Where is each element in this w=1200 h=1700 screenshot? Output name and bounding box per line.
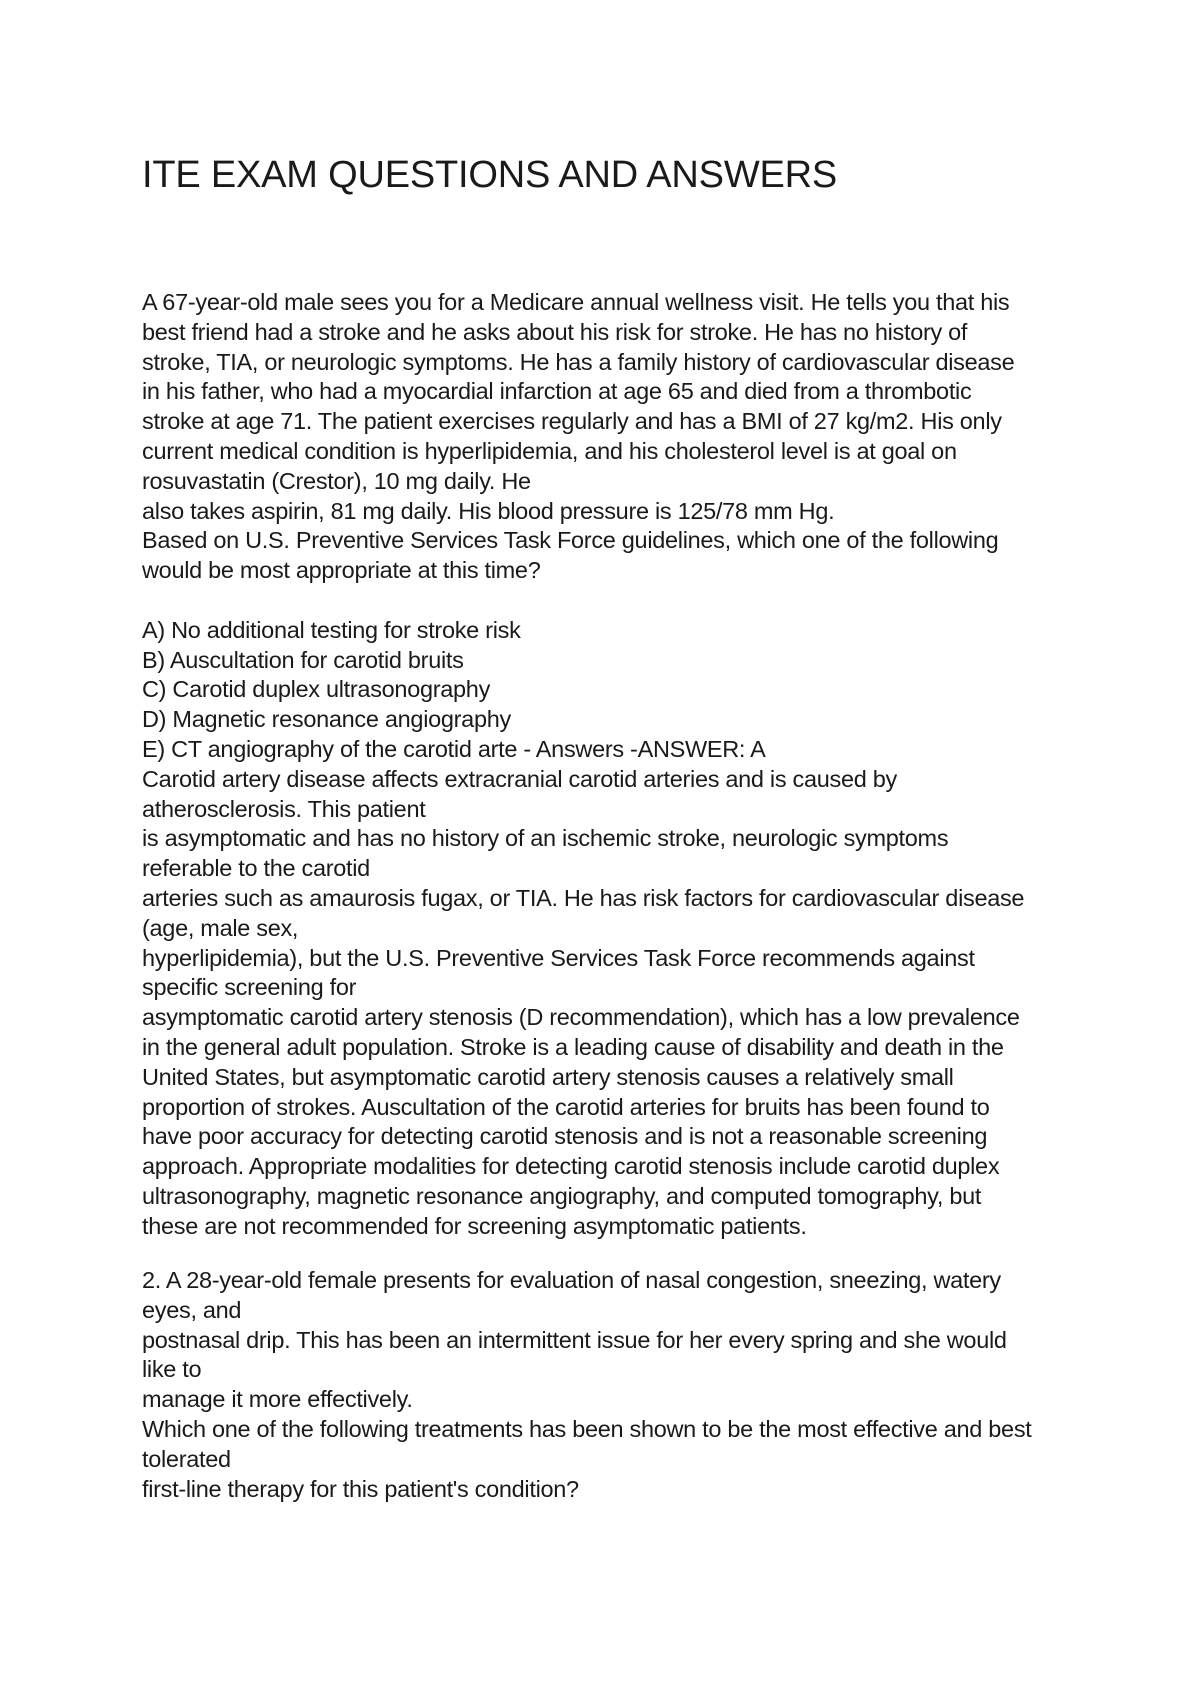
text-line: also takes aspirin, 81 mg daily. His blood pressure is 125/78 mm Hg. (142, 497, 835, 524)
text-line: Which one of the following treatments has been shown to be the most effective and best (142, 1415, 1032, 1442)
question-1-explanation (142, 765, 1082, 1242)
text-line: eyes, and (142, 1296, 242, 1323)
text-line: arteries such as amaurosis fugax, or TIA. He has risk factors for cardiovascular disease (142, 884, 1025, 911)
answer-option-e: E) CT angiography of the carotid arte - Answers -ANSWER: A (142, 735, 766, 762)
answer-option-c: C) Carotid duplex ultrasonography (142, 676, 491, 703)
answer-option-a: A) No additional testing for stroke risk (142, 616, 521, 643)
text-line: current medical condition is hyperlipidemia, and his cholesterol level is at goal on (142, 437, 957, 464)
question-1 (142, 288, 1082, 1242)
text-line: best friend had a stroke and he asks about his risk for stroke. He has no history of (142, 318, 968, 345)
text-line: Carotid artery disease affects extracranial carotid arteries and is caused by (142, 765, 897, 792)
text-line: postnasal drip. This has been an intermittent issue for her every spring and she would (142, 1326, 1007, 1353)
text-line: stroke at age 71. The patient exercises regularly and has a BMI of 27 kg/m2. His only (142, 408, 1002, 435)
text-line: hyperlipidemia), but the U.S. Preventive Services Task Force recommends against (142, 944, 975, 971)
text-line: asymptomatic carotid artery stenosis (D recommendation), which has a low prevalence (142, 1004, 1020, 1031)
text-line: stroke, TIA, or neurologic symptoms. He has a family history of cardiovascular disease (142, 348, 1015, 375)
text-line: have poor accuracy for detecting carotid stenosis and is not a reasonable screening (142, 1123, 988, 1150)
text-line: is asymptomatic and has no history of an ischemic stroke, neurologic symptoms (142, 825, 949, 852)
text-line: would be most appropriate at this time? (142, 557, 541, 584)
text-line: rosuvastatin (Crestor), 10 mg daily. He (142, 467, 531, 494)
text-line: A 67-year-old male sees you for a Medicare annual wellness visit. He tells you that his (142, 289, 1010, 315)
text-line: specific screening for (142, 974, 357, 1001)
text-line: proportion of strokes. Auscultation of the carotid arteries for bruits has been found to (142, 1093, 990, 1120)
paragraph-gap (142, 586, 1082, 616)
text-line: approach. Appropriate modalities for detecting carotid stenosis include carotid duplex (142, 1153, 1000, 1180)
text-line: manage it more effectively. (142, 1386, 413, 1413)
answer-option-d: D) Magnetic resonance angiography (142, 706, 511, 733)
answer-option-b: B) Auscultation for carotid bruits (142, 646, 464, 673)
text-line: like to (142, 1356, 202, 1383)
text-line: atherosclerosis. This patient (142, 795, 426, 822)
question-1-stem (142, 288, 1082, 586)
question-1-options (142, 616, 1082, 765)
text-line: in the general adult population. Stroke is a leading cause of disability and death in the (142, 1033, 1004, 1060)
question-2-stem (142, 1266, 1082, 1504)
text-line: referable to the carotid (142, 855, 370, 882)
text-line: (age, male sex, (142, 914, 299, 941)
question-2 (142, 1266, 1082, 1504)
text-line: United States, but asymptomatic carotid artery stenosis causes a relatively small (142, 1063, 954, 1090)
text-line: 2. A 28-year-old female presents for evaluation of nasal congestion, sneezing, watery (142, 1267, 1001, 1293)
page-title: ITE EXAM QUESTIONS AND ANSWERS (142, 154, 838, 196)
text-line: first-line therapy for this patient's condition? (142, 1475, 579, 1502)
text-line: tolerated (142, 1445, 231, 1472)
text-line: in his father, who had a myocardial infarction at age 65 and died from a thrombotic (142, 378, 972, 405)
text-line: Based on U.S. Preventive Services Task Force guidelines, which one of the following (142, 527, 999, 554)
text-line: these are not recommended for screening asymptomatic patients. (142, 1212, 807, 1239)
text-line: ultrasonography, magnetic resonance angiography, and computed tomography, but (142, 1182, 982, 1209)
